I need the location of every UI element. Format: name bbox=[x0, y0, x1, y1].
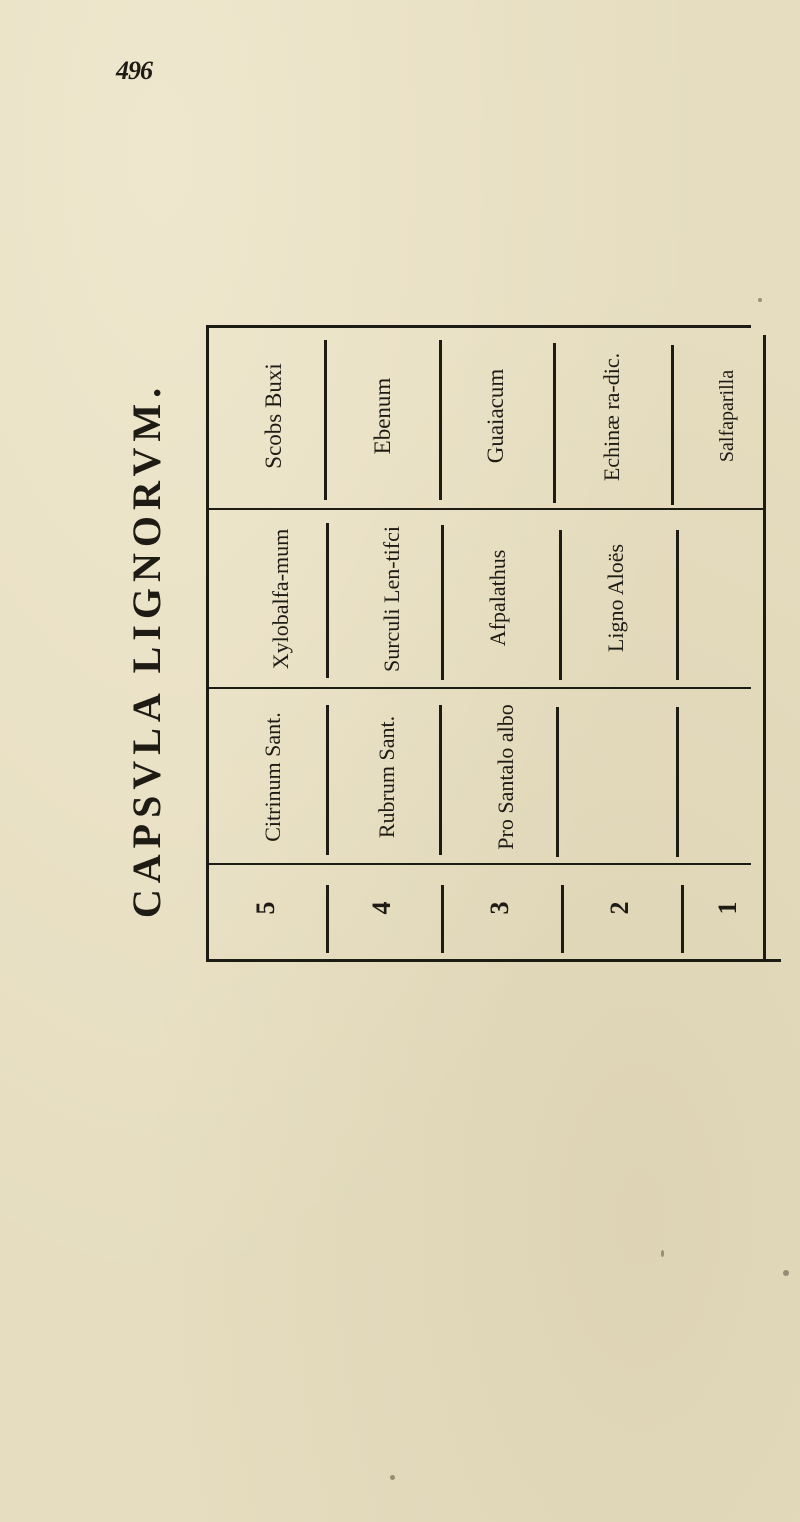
table-cell: Echinæ ra-dic. bbox=[598, 352, 624, 482]
table-cell: Guaiacum bbox=[483, 368, 509, 464]
paper-speck bbox=[390, 1475, 395, 1480]
row-number: 4 bbox=[367, 901, 396, 915]
table-cell: Ligno Aloës bbox=[602, 543, 628, 653]
table-cell bbox=[709, 694, 739, 860]
table-cell: Xylobalfa-mum bbox=[267, 528, 293, 670]
drawer-table bbox=[206, 325, 766, 965]
row-number: 1 bbox=[713, 901, 742, 915]
row-divider bbox=[439, 340, 442, 500]
page-number: 496 bbox=[116, 56, 152, 85]
row-divider bbox=[559, 530, 562, 680]
table-cell: Salfaparilla bbox=[716, 369, 738, 463]
row-divider bbox=[439, 705, 442, 855]
table-cell: Scobs Buxi bbox=[261, 363, 287, 469]
table-cell: Afpalathus bbox=[484, 549, 510, 647]
row-divider bbox=[676, 530, 679, 680]
row-divider bbox=[561, 885, 564, 953]
row-divider bbox=[326, 885, 329, 953]
table-cell: Citrinum Sant. bbox=[259, 712, 285, 842]
paper-speck bbox=[758, 298, 762, 302]
paper-speck bbox=[783, 1270, 789, 1276]
row-divider bbox=[681, 885, 684, 953]
table-cell: Ebenum bbox=[370, 377, 396, 455]
table-border-right bbox=[763, 335, 766, 960]
row-divider bbox=[326, 705, 329, 855]
table-border-left bbox=[206, 325, 209, 962]
column-divider bbox=[206, 863, 751, 865]
table-cell: Rubrum Sant. bbox=[373, 715, 399, 839]
column-divider bbox=[206, 508, 766, 510]
paper-speck bbox=[661, 1250, 664, 1257]
row-number: 5 bbox=[251, 901, 280, 915]
table-cell bbox=[601, 694, 631, 860]
row-divider bbox=[671, 345, 674, 505]
row-divider bbox=[441, 885, 444, 953]
table-cell: Surculi Len-tifci bbox=[378, 526, 404, 673]
row-divider bbox=[324, 340, 327, 500]
column-divider bbox=[206, 687, 751, 689]
row-divider bbox=[676, 707, 679, 857]
table-border-bottom bbox=[206, 959, 781, 962]
table-cell bbox=[709, 515, 739, 681]
running-title: CAPSVLA LIGNORVM. bbox=[124, 381, 169, 919]
table-cell: Pro Santalo albo bbox=[492, 704, 518, 850]
row-divider bbox=[326, 523, 329, 678]
row-divider bbox=[553, 343, 556, 503]
row-number: 3 bbox=[485, 901, 514, 915]
row-divider bbox=[441, 525, 444, 680]
row-number: 2 bbox=[605, 901, 634, 915]
row-divider bbox=[556, 707, 559, 857]
